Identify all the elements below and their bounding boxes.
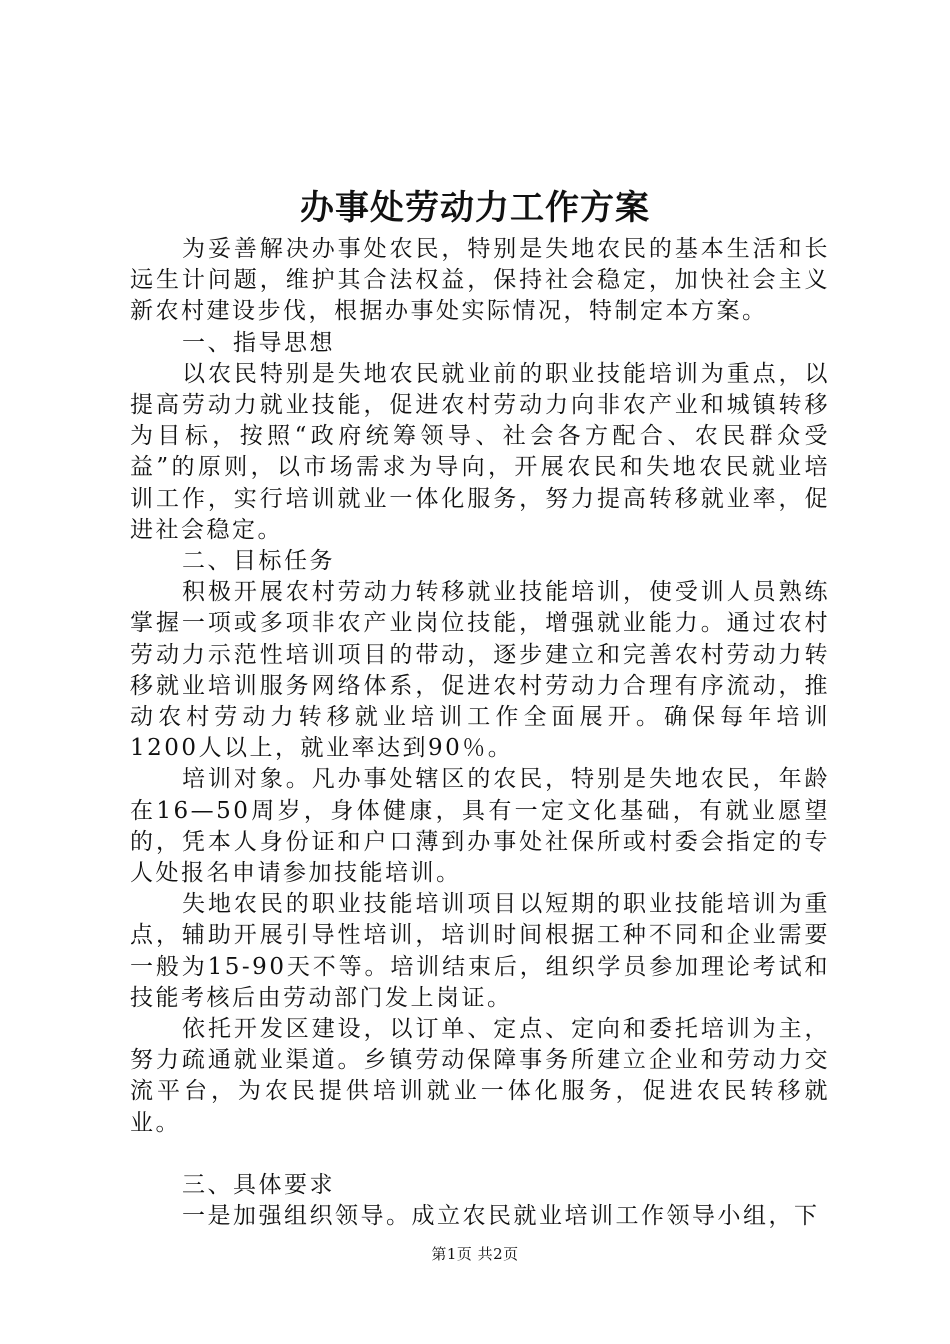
section-heading-guiding-ideology: 一、指导思想: [182, 329, 335, 356]
requirements-paragraph: 一是加强组织领导。成立农民就业培训工作领导小组，下: [182, 1203, 820, 1230]
training-target-paragraph: 培训对象。凡办事处辖区的农民，特别是失地农民，年龄在16—50周岁，身体健康，具有一定文化基础，有就业愿望的，凭本人身份证和户口薄到办事处社保所或村委会指定的专人处报名申请参加技能培训。: [130, 766, 830, 887]
document-body: [130, 234, 830, 1232]
guiding-ideology-paragraph: 以农民特别是失地农民就业前的职业技能培训为重点，以提高劳动力就业技能，促进农村劳动力向非农产业和城镇转移为目标，按照“政府统筹领导、社会各方配合、农民群众受益”的原则，以市场需求为导向，开展农民和失地农民就业培训工作，实行培训就业一体化服务，努力提高转移就业率，促进社会稳定。: [130, 360, 830, 543]
page-footer: 第1页 共2页: [431, 1245, 519, 1263]
intro-paragraph: 为妥善解决办事处农民，特别是失地农民的基本生活和长远生计问题，维护其合法权益，保持社会稳定，加快社会主义新农村建设步伐，根据办事处实际情况，特制定本方案。: [130, 236, 830, 325]
section-heading-requirements: 三、具体要求: [182, 1171, 335, 1198]
training-project-paragraph: 失地农民的职业技能培训项目以短期的职业技能培训为重点，辅助开展引导性培训，培训时间根据工种不同和企业需要一般为15-90天不等。培训结束后，组织学员参加理论考试和技能考核后由劳动部门发上岗证。: [130, 891, 830, 1011]
document-title: 办事处劳动力工作方案: [300, 188, 650, 228]
goals-paragraph: 积极开展农村劳动力转移就业技能培训，使受训人员熟练掌握一项或多项非农产业岗位技能，增强就业能力。通过农村劳动力示范性培训项目的带动，逐步建立和完善农村劳动力转移就业培训服务网络体系，促进农村劳动力合理有序流动，推动农村劳动力转移就业培训工作全面展开。确保每年培训1200人以上，就业率达到90％。: [130, 579, 830, 762]
section-heading-goals: 二、目标任务: [182, 548, 335, 575]
employment-channel-paragraph: 依托开发区建设，以订单、定点、定向和委托培训为主，努力疏通就业渠道。乡镇劳动保障事务所建立企业和劳动力交流平台，为农民提供培训就业一体化服务，促进农民转移就业。: [130, 1016, 830, 1136]
